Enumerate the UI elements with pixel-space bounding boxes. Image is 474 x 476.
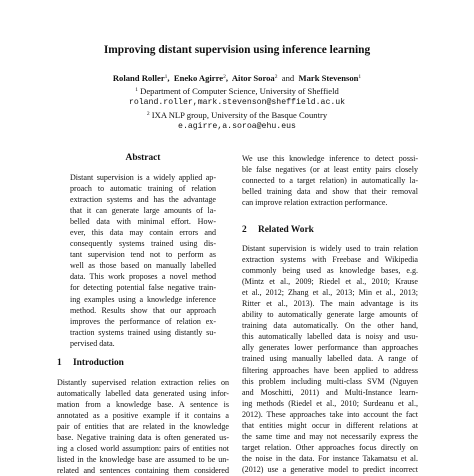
author-affil-mark: 2 <box>274 74 278 80</box>
section-number: 1 <box>57 358 62 368</box>
abstract-line: well as those based on manually labelled <box>70 261 216 271</box>
abstract-line: ever, this data may contain errors and <box>70 228 216 238</box>
related-line: that entities might occur in different relations at <box>242 420 418 430</box>
intro-continuation <box>242 153 418 208</box>
intro-cont-line: We use this knowledge inference to detect possi- <box>242 154 418 163</box>
abstract-line: pervised data. <box>70 338 115 348</box>
author-separator: , <box>167 73 170 83</box>
abstract-line: belled data with minimal effort. How- <box>70 217 216 227</box>
author-name: Eneko Agirre <box>173 73 224 83</box>
abstract-line: improves the performance of relation ex- <box>70 316 216 326</box>
abstract-body <box>70 172 216 349</box>
paper-title: Improving distant supervision using inference learning <box>103 44 371 56</box>
section-title: Related Work <box>258 225 314 235</box>
intro-cont-line: ble false negatives (or at least entity pairs closely <box>242 165 418 175</box>
abstract-line: that it can generate large amounts of la- <box>70 206 216 216</box>
intro-line: base. Negative training data is often generated us- <box>57 433 229 443</box>
abstract-line: tant supervision tend not to perform as <box>70 250 216 260</box>
related-line: this problem including multi-class SVM (Nguyen <box>242 376 418 386</box>
intro-line: mation from a knowledge base. A sentence is <box>57 400 229 410</box>
author-block <box>0 72 474 133</box>
intro-line: related and sentences containing them considered <box>57 466 229 476</box>
related-line: commonly being used as knowledge bases, e.g. <box>242 266 418 276</box>
abstract-line: extraction systems and has the advantage <box>70 195 216 205</box>
intro-line: ing a closed world assumption: pairs of entities not <box>57 444 229 454</box>
related-line: Distant supervision is widely used to train relation <box>242 244 418 253</box>
intro-line: Distantly supervised relation extraction relies on <box>57 378 229 387</box>
related-line: ing methods (Riedel et al., 2010; Surdeanu et al., <box>242 398 418 408</box>
author-name: Roland Roller <box>112 73 165 83</box>
related-line: the noise in the data. For instance Takamatsu et al. <box>242 453 418 463</box>
affiliation-name: Department of Computer Science, University of Sheffield <box>140 85 339 96</box>
abstract-heading: Abstract <box>125 153 161 163</box>
related-line: 2012). These approaches take into account the fact <box>242 409 418 419</box>
abstract-line: proach to automatic training of relation <box>70 184 216 194</box>
affiliation-email: e.agirre,a.soroa@ehu.eus <box>178 122 296 132</box>
author-name: Aitor Soroa <box>231 73 275 83</box>
intro-line: listed in the knowledge base are assumed to be un- <box>57 455 229 465</box>
introduction-heading <box>57 358 124 368</box>
related-line: ally generates lower performance than approaches <box>242 343 418 353</box>
related-line: (Mintz et al., 2009; Riedel et al., 2010; Krause <box>242 277 418 287</box>
introduction-body <box>57 377 229 476</box>
intro-line: annotated as a positive example if it contains a <box>57 411 229 421</box>
related-line: ability to automatically generate large amounts of <box>242 310 418 320</box>
related-line: this automatically labelled data is noisy and usu- <box>242 332 418 342</box>
related-line: training data automatically. On the other hand, <box>242 321 418 331</box>
intro-cont-line: belled training data and show that their removal <box>242 187 418 197</box>
author-and: and <box>281 73 295 83</box>
abstract-line: traction systems trained using distantly su- <box>70 327 216 337</box>
intro-cont-line: can improve relation extraction performance. <box>242 198 388 208</box>
abstract-line: data. This work proposes a novel method <box>70 272 216 282</box>
related-line: extraction systems with Freebase and Wikipedia <box>242 255 418 265</box>
section-number: 2 <box>242 225 247 235</box>
affiliation <box>0 85 474 98</box>
affiliation-mark: 2 <box>146 110 150 117</box>
abstract-line: Distant supervision is a widely applied ap- <box>70 173 216 182</box>
intro-cont-line: connected to a target relation) in automatically la- <box>242 176 418 186</box>
author-affil-mark: 1 <box>164 74 168 80</box>
abstract-line: for detecting potential false negative train- <box>70 283 216 293</box>
related-line: Ritter et al., 2013). The main advantage is its <box>242 299 418 309</box>
related-work-body <box>242 243 418 475</box>
author-list <box>0 72 474 85</box>
affiliation-name: IXA NLP group, University of the Basque Country <box>151 109 328 120</box>
abstract-line: consequently systems trained using dis- <box>70 239 216 249</box>
related-line: and Moschitti, 2011) and Multi-Instance learn- <box>242 387 418 397</box>
related-line: filtering approaches have been applied to address <box>242 365 418 375</box>
intro-line: automatically labelled data generated using infor- <box>57 389 229 399</box>
related-line: trained using manually labelled data. A range of <box>242 354 418 364</box>
affiliation-email: roland.roller,mark.stevenson@sheffield.ac.uk <box>128 98 346 108</box>
related-line: (2012) use a generative model to predict incorrect <box>242 464 418 474</box>
related-line: the same time and may not necessarily express the <box>242 431 418 441</box>
affiliation-mark: 1 <box>135 86 138 93</box>
author-separator: , <box>225 73 229 83</box>
abstract-line: ing examples using a knowledge inference <box>70 294 216 304</box>
author-affil-mark: 2 <box>223 74 226 80</box>
related-line: et al., 2012; Zhang et al., 2013; Min et al., 2013; <box>242 288 418 298</box>
author-name: Mark Stevenson <box>298 73 359 83</box>
intro-line: pair of entities that are related in the knowledge <box>57 422 229 432</box>
abstract-line: method. Results show that our approach <box>70 305 216 315</box>
related-line: target relation. Other approaches focus directly on <box>242 442 418 452</box>
affiliation <box>0 109 474 122</box>
author-affil-mark: 1 <box>358 74 362 80</box>
related-work-heading <box>242 225 314 235</box>
section-title: Introduction <box>73 358 124 368</box>
